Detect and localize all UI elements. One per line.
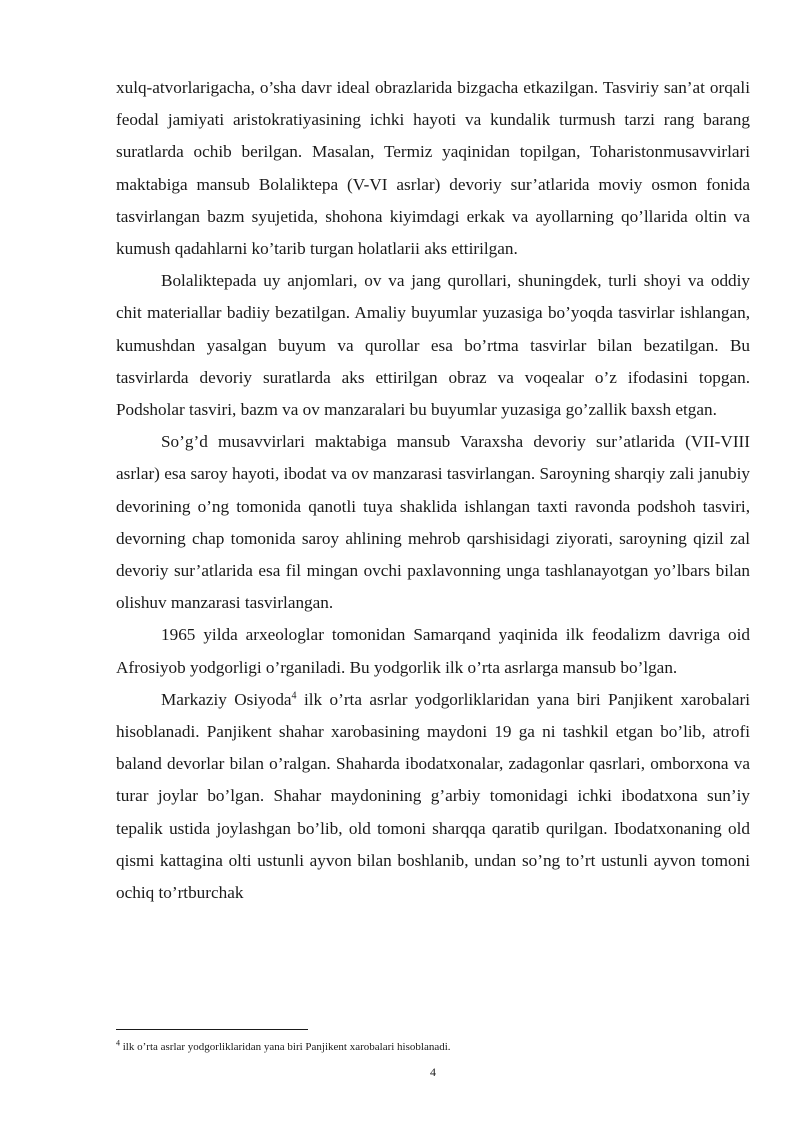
paragraph-5	[116, 684, 750, 909]
footnote-text: ilk o’rta asrlar yodgorliklaridan yana biri Panjikent xarobalari hisoblanadi.	[120, 1041, 451, 1053]
paragraph-5-rest: ilk o’rta asrlar yodgorliklaridan yana biri Panjikent xarobalari hisoblanadi. Panjikent shahar xarobasining maydoni 19 ga ni tashkil etgan bo’lib, atrofi baland devorlar bilan o’ralgan. Shaharda ibodatxonalar, zadagonlar qasrlari, omborxona va turar joylar bo’lgan. Shahar maydonining g’arbiy tomonidagi ichki ibodatxona sun’iy tepalik ustida joylashgan bo’lib, old tomoni sharqqa qaratib qurilgan. Ibodatxonaning old qismi kattagina olti ustunli ayvon bilan boshlanib, undan so’ng to’rt ustunli ayvon tomoni ochiq to’rtburchak	[116, 689, 750, 903]
footnote-separator	[116, 1029, 308, 1030]
paragraph-3: So’g’d musavvirlari maktabiga mansub Varaxsha devoriy sur’atlarida (VII-VIII asrlar) esa saroy hayoti, ibodat va ov manzarasi tasvirlangan. Saroyning sharqiy zali janubiy devorining o’ng tomonida qanotli tuya shaklida ishlangan taxti ravonda podshoh tasviri, devorning chap tomonida saroy ahlining mehrob qarshisidagi ziyorati, saroyning qizil zal devoriy sur’atlarida esa fil mingan ovchi paxlavonning unga tashlanayotgan yo’lbars bilan olishuv manzarasi tasvirlangan.	[116, 432, 750, 613]
paragraph-2: Bolaliktepada uy anjomlari, ov va jang qurollari, shuningdek, turli shoyi va oddiy chit materiallar badiiy bezatilgan. Amaliy buyumlar yuzasiga bo’yoqda tasvirlar ishlangan, kumushdan yasalgan buyum va qurollar esa bo’rtma tasvirlar bilan bezatilgan. Bu tasvirlarda devoriy suratlarda aks ettirilgan obraz va voqealar o’z ifodasini topgan. Podsholar tasviri, bazm va ov manzaralari bu buyumlar yuzasiga go’zallik baxsh etgan.	[116, 271, 750, 420]
paragraph-5-lead: Markaziy Osiyoda	[161, 689, 292, 709]
body-text	[116, 72, 750, 909]
paragraph-4: 1965 yilda arxeologlar tomonidan Samarqand yaqinida ilk feodalizm davriga oid Afrosiyob yodgorligi o’rganiladi. Bu yodgorlik ilk o’rta asrlarga mansub bo’lgan.	[116, 625, 750, 677]
footnote-number: 4	[116, 1038, 120, 1048]
footnote	[116, 1040, 750, 1054]
page-number: 4	[430, 1065, 436, 1079]
paragraph-1: xulq-atvorlarigacha, o’sha davr ideal obrazlarida bizgacha etkazilgan. Tasviriy san’at orqali feodal jamiyati aristokratiyasining ichki hayoti va kundalik turmush tarzi rang barang suratlarda ochib berilgan. Masalan, Termiz yaqinidan topilgan, Toharistonmusavvirlari maktabiga mansub Bolaliktepa (V-VI asrlar) devoriy sur’atlarida moviy osmon fonida tasvirlangan bazm syujetida, shohona kiyimdagi erkak va ayollarning qo’llarida oltin va kumush qadahlarni ko’tarib turgan holatlarii aks ettirilgan.	[116, 78, 750, 259]
footnote-reference[interactable]: 4	[291, 690, 297, 702]
